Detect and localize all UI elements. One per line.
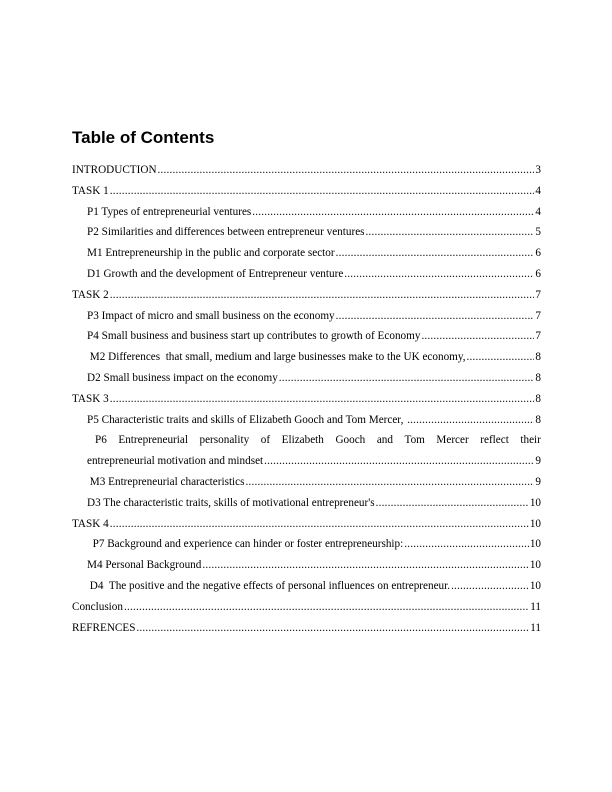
toc-entry[interactable]: [72, 389, 541, 410]
toc-entry-label: D2 Small business impact on the economy: [87, 371, 278, 384]
toc-dot-leader: [136, 618, 529, 639]
toc-entry-label: entrepreneurial motivation and mindset: [87, 455, 264, 468]
toc-entry[interactable]: [72, 534, 541, 555]
toc-entry[interactable]: [72, 618, 541, 639]
toc-entry[interactable]: [72, 514, 541, 535]
toc-word: Entrepreneurial: [118, 434, 188, 447]
toc-word: and: [376, 434, 393, 447]
toc-page-number: 3: [535, 164, 541, 176]
toc-entry-label: M2 Differences that small, medium and large businesses make to the UK economy,: [87, 351, 466, 364]
toc-entry-label: M4 Personal Background: [87, 559, 202, 572]
toc-word: Elizabeth: [281, 434, 324, 447]
toc-entry[interactable]: [72, 555, 541, 576]
toc-page-number: 10: [529, 579, 541, 592]
toc-entry[interactable]: [72, 160, 541, 181]
toc-page-number: 5: [535, 226, 541, 239]
toc-entry[interactable]: [72, 368, 541, 389]
toc-dot-leader: [336, 243, 535, 264]
toc-word: personality: [199, 434, 250, 447]
toc-entry-label-line1: [87, 430, 541, 451]
toc-page-number: 7: [535, 309, 541, 322]
toc-entry-label: D3 The characteristic traits, skills of motivational entrepreneur's: [87, 496, 375, 509]
toc-page-number: 10: [529, 559, 541, 572]
toc-dot-leader: [279, 368, 535, 389]
toc-entry-label: P1 Types of entrepreneurial ventures: [87, 205, 252, 218]
toc-dot-leader: [110, 181, 535, 202]
toc-entry-label: INTRODUCTION: [72, 164, 157, 176]
toc-page-number: 7: [535, 330, 541, 343]
toc-word: their: [520, 434, 541, 447]
toc-dot-leader: [202, 555, 528, 576]
toc-title: Table of Contents: [72, 128, 215, 147]
toc-dot-leader: [124, 597, 529, 618]
toc-entry[interactable]: [72, 264, 541, 285]
toc-entry[interactable]: [72, 451, 541, 472]
toc-dot-leader: [407, 410, 534, 431]
toc-word: reflect: [480, 434, 509, 447]
toc-entry[interactable]: [72, 347, 541, 368]
toc-entry-label: TASK 4: [72, 517, 109, 530]
toc-dot-leader: [404, 534, 529, 555]
table-of-contents: [72, 160, 541, 638]
toc-entry[interactable]: [72, 326, 541, 347]
toc-word: Mercer: [436, 434, 469, 447]
toc-page-number: 11: [530, 600, 541, 613]
toc-entry-label: P3 Impact of micro and small business on the economy: [87, 309, 335, 322]
toc-entry-label: REFRENCES: [72, 621, 136, 634]
toc-page-number: 4: [535, 184, 541, 197]
toc-dot-leader: [421, 326, 534, 347]
toc-page-number: 8: [535, 371, 541, 384]
toc-word: of: [260, 434, 271, 447]
toc-dot-leader: [344, 264, 534, 285]
toc-entry-label: P5 Characteristic traits and skills of Elizabeth Gooch and Tom Mercer,: [87, 413, 407, 426]
toc-dot-leader: [245, 472, 534, 493]
toc-entry[interactable]: [72, 410, 541, 431]
toc-dot-leader: [110, 514, 529, 535]
toc-dot-leader: [110, 389, 535, 410]
toc-word: Gooch: [335, 434, 366, 447]
toc-dot-leader: [467, 347, 535, 368]
toc-entry-wrapped-line[interactable]: [72, 430, 541, 451]
toc-entry-label: P7 Background and experience can hinder or foster entrepreneurship:: [87, 538, 404, 551]
toc-entry-label: D1 Growth and the development of Entrepreneur venture: [87, 267, 344, 280]
toc-entry-label: TASK 1: [72, 184, 109, 197]
toc-dot-leader: [336, 306, 535, 327]
toc-dot-leader: [158, 160, 535, 181]
toc-entry-label: M1 Entrepreneurship in the public and corporate sector: [87, 247, 335, 260]
toc-entry[interactable]: [72, 202, 541, 223]
toc-page-number: 10: [529, 517, 541, 530]
toc-dot-leader: [252, 202, 534, 223]
toc-dot-leader: [264, 451, 534, 472]
toc-entry[interactable]: [72, 493, 541, 514]
toc-page-number: 4: [535, 205, 541, 218]
toc-dot-leader: [451, 576, 529, 597]
toc-entry[interactable]: [72, 181, 541, 202]
toc-page-number: 7: [535, 288, 541, 301]
toc-entry-label: TASK 2: [72, 288, 109, 301]
toc-page-number: 9: [535, 475, 541, 488]
toc-entry[interactable]: [72, 597, 541, 618]
toc-entry-label: Conclusion: [72, 600, 123, 613]
toc-word: Tom: [404, 434, 425, 447]
toc-entry[interactable]: [72, 285, 541, 306]
toc-page-number: 8: [535, 392, 541, 405]
toc-entry[interactable]: [72, 576, 541, 597]
toc-entry[interactable]: [72, 222, 541, 243]
toc-page-number: 8: [535, 351, 541, 364]
toc-dot-leader: [110, 285, 535, 306]
toc-entry-label: P4 Small business and business start up contributes to growth of Economy: [87, 330, 421, 343]
toc-entry-label: TASK 3: [72, 392, 109, 405]
toc-dot-leader: [376, 493, 529, 514]
toc-page-number: 11: [530, 621, 541, 634]
toc-page-number: 6: [535, 267, 541, 280]
toc-entry-label: D4 The positive and the negative effects of personal influences on entrepreneur.: [87, 579, 451, 592]
toc-word: P6: [95, 434, 107, 447]
toc-dot-leader: [366, 222, 535, 243]
toc-entry-label: M3 Entrepreneurial characteristics: [87, 475, 245, 488]
toc-page-number: 6: [535, 247, 541, 260]
toc-entry-label: P2 Similarities and differences between entrepreneur ventures: [87, 226, 365, 239]
toc-entry[interactable]: [72, 306, 541, 327]
toc-entry[interactable]: [72, 472, 541, 493]
toc-page-number: 8: [535, 413, 541, 426]
toc-page-number: 10: [529, 496, 541, 509]
toc-page-number: 10: [529, 538, 541, 551]
toc-page-number: 9: [535, 455, 541, 468]
toc-entry[interactable]: [72, 243, 541, 264]
